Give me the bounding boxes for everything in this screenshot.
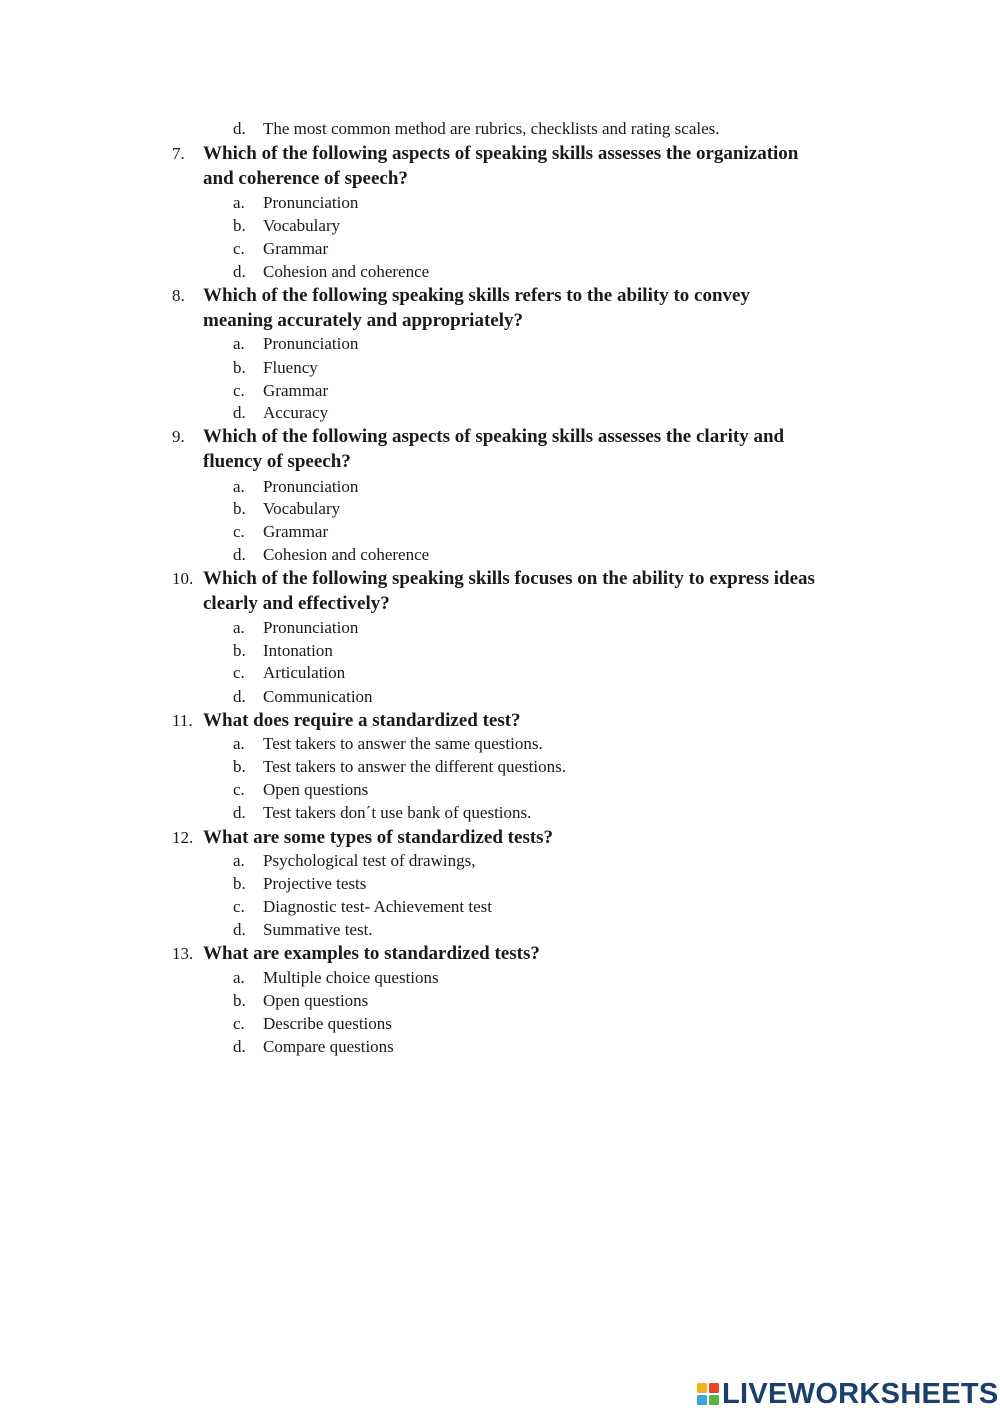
option-letter: b. [233,358,246,377]
question-12 [172,825,863,850]
option-letter: d. [233,1037,246,1056]
option-item [233,191,358,214]
option-letter: c. [233,1014,245,1033]
option-letter: c. [233,239,245,258]
option-item [233,401,328,424]
option-text: Compare questions [263,1037,394,1056]
option-letter: d. [233,119,246,138]
question-9 [172,424,863,474]
question-7 [172,141,863,191]
question-text-line-2: and coherence of speech? [203,168,408,189]
question-text-line-1: Which of the following speaking skills focuses on the ability to express ideas [203,568,815,589]
option-letter: d. [233,545,246,564]
option-text: Test takers don´t use bank of questions. [263,803,532,822]
option-text: Grammar [263,381,329,400]
option-text: Test takers to answer the different questions. [263,757,566,776]
option-text: Communication [263,687,373,706]
option-item [233,895,492,918]
liveworksheets-logo-icon [697,1383,719,1405]
question-10 [172,566,863,616]
option-item [233,237,328,260]
option-text: Cohesion and coherence [263,545,430,564]
question-8 [172,283,863,333]
question-text-line-1: Which of the following aspects of speaking skills assesses the organization [203,143,799,164]
question-text-line-2: fluency of speech? [203,451,351,472]
option-item [233,755,566,778]
option-item [233,849,475,872]
option-letter: d. [233,262,246,281]
question-text-line-2: clearly and effectively? [203,593,390,614]
question-number: 12. [172,828,194,847]
option-item [233,214,340,237]
option-letter: c. [233,780,245,799]
option-text: Vocabulary [263,499,341,518]
option-text: Pronunciation [263,334,359,353]
option-item [233,989,368,1012]
question-text-line-2: meaning accurately and appropriately? [203,310,524,331]
option-letter: b. [233,216,246,235]
question-13 [172,941,863,966]
option-text: Articulation [263,663,346,682]
option-item [233,778,368,801]
question-number: 10. [172,569,194,588]
option-letter: a. [233,968,245,987]
question-number: 9. [172,427,185,446]
option-letter: b. [233,991,246,1010]
option-letter: c. [233,897,245,916]
option-item [233,332,358,355]
option-letter: b. [233,757,246,776]
option-text: Pronunciation [263,193,359,212]
option-text: Diagnostic test- Achievement test [263,897,492,916]
question-text-line-1: What does require a standardized test? [203,710,521,731]
question-number: 13. [172,944,194,963]
option-letter: a. [233,851,245,870]
option-text: Summative test. [263,920,373,939]
option-item [233,379,328,402]
option-text: Test takers to answer the same questions. [263,734,543,753]
option-item [233,475,358,498]
option-letter: a. [233,477,245,496]
question-number: 11. [172,711,193,730]
option-item [233,872,366,895]
option-item [233,543,429,566]
option-letter: c. [233,522,245,541]
question-number: 8. [172,286,185,305]
option-letter: c. [233,381,245,400]
option-item [233,801,531,824]
option-text: Pronunciation [263,477,359,496]
option-item [233,661,345,684]
option-letter: d. [233,920,246,939]
option-text: Psychological test of drawings, [263,851,476,870]
option-item [233,497,340,520]
question-text-line-1: Which of the following speaking skills refers to the ability to convey [203,285,750,306]
option-text: Intonation [263,641,333,660]
option-text: Accuracy [263,403,329,422]
option-item [233,1012,392,1035]
question-number: 7. [172,144,185,163]
liveworksheets-logo-text: LIVEWORKSHEETS [722,1378,999,1410]
question-text-line-1: Which of the following aspects of speaking skills assesses the clarity and [203,426,785,447]
question-11 [172,708,863,733]
option-letter: d. [233,403,246,422]
option-letter: b. [233,641,246,660]
option-text: Grammar [263,522,329,541]
liveworksheets-logo[interactable] [697,1377,999,1411]
option-text: Cohesion and coherence [263,262,430,281]
option-text: Open questions [263,780,369,799]
option-letter: d. [233,687,246,706]
option-text: Fluency [263,358,318,377]
option-text: Describe questions [263,1014,392,1033]
option-text: Grammar [263,239,329,258]
option-item [233,918,373,941]
option-item [233,356,318,379]
option-letter: c. [233,663,245,682]
option-item [233,520,328,543]
option-letter: a. [233,334,245,353]
option-item [233,966,439,989]
question-text-line-1: What are some types of standardized tests? [203,827,554,848]
option-text: Open questions [263,991,369,1010]
option-item [233,616,358,639]
option-letter: d. [233,803,246,822]
option-letter: a. [233,734,245,753]
option-letter: b. [233,499,246,518]
option-item [233,685,373,708]
option-text: Multiple choice questions [263,968,439,987]
option-item [233,117,720,140]
option-letter: b. [233,874,246,893]
option-item [233,1035,394,1058]
question-text-line-1: What are examples to standardized tests? [203,943,540,964]
option-letter: a. [233,193,245,212]
option-text: Vocabulary [263,216,341,235]
option-text: Projective tests [263,874,367,893]
option-text: The most common method are rubrics, checklists and rating scales. [263,119,720,138]
option-letter: a. [233,618,245,637]
option-item [233,260,429,283]
option-text: Pronunciation [263,618,359,637]
option-item [233,639,333,662]
option-item [233,732,543,755]
